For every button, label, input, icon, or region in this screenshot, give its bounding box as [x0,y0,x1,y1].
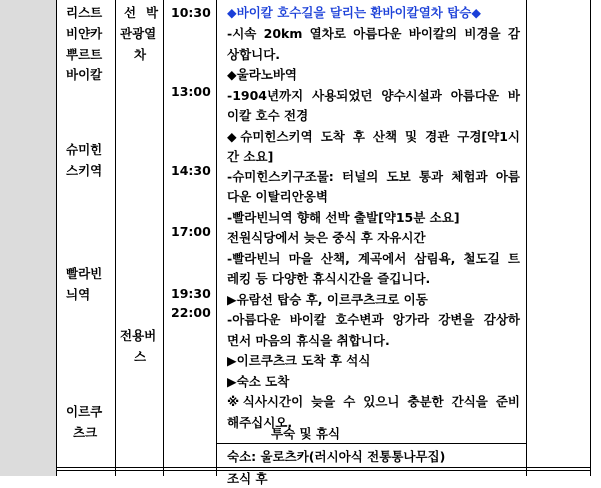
time-label: 13:00 [171,84,211,99]
time-label: 22:00 [171,305,211,320]
detail-line: 투숙 및 휴식 [271,426,341,441]
detail-line: 이칼 호수 전경 [227,108,309,123]
detail-line-highlight: ◆바이칼 호수길을 달리는 환바이칼열차 탑승◆ [227,5,481,20]
detail-line: ▶유람선 탑승 후, 이르쿠츠크로 이동 [227,292,428,307]
time-label: 14:30 [171,163,211,178]
location-label: 이르쿠 [66,404,103,419]
transport-label: 선 [124,5,137,20]
transport-label: 관광열 [120,26,157,41]
grid-line [115,0,116,476]
transport-label: 박 [146,5,159,20]
location-label: 늬역 [66,287,91,302]
grid-line [163,0,164,476]
detail-line: ▶숙소 도착 [227,374,290,389]
detail-line: -슈미힌스키구조물: 터널의 도보 통과 체험과 아름 [227,169,520,184]
detail-line: 간 소요] [227,149,274,164]
location-label: 빨라빈 [66,266,103,281]
detail-line: 해주십시오. [227,415,293,430]
grid-line [526,0,527,476]
next-row-clip [217,471,526,486]
grid-line [590,0,591,476]
location-label: 츠크 [73,425,98,440]
detail-line: ◆슈미힌스키역 도착 후 산책 및 경관 구경[약1시 [227,129,520,144]
location-label: 리스트 [66,5,103,20]
location-label: 슈미힌 [66,142,103,157]
accommodation-label: 숙소: 울로츠카(러시아식 전통통나무집) [227,449,446,464]
location-label: 비얀카 [66,26,103,41]
time-label: 10:30 [171,5,211,20]
location-label: 뿌르트 [66,47,103,62]
detail-line: ◆울라노바역 [227,67,297,82]
detail-line: ※식사시간이 늦을 수 있으니 충분한 간식을 준비 [227,394,520,409]
detail-line: 면서 마음의 휴식을 취합니다. [227,333,390,348]
next-row-text: 조식 후 [227,471,268,486]
transport-label: 전용버 [120,328,157,343]
grid-line [56,467,591,468]
location-label: 스키역 [66,163,103,178]
grid-line [216,0,217,476]
time-label: 17:00 [171,224,211,239]
detail-line: -아름다운 바이칼 호수변과 앙가라 강변을 감상하 [227,312,520,327]
grid-line [216,443,526,444]
detail-line: -시속 20km 열차로 아름다운 바이칼의 비경을 감 [227,26,520,41]
detail-line: -빨라빈늬 마을 산책, 계곡에서 삼림욕, 철도길 트 [227,251,520,266]
detail-line: 레킹 등 다양한 휴식시간을 즐깁니다. [227,271,431,286]
location-label: 바이칼 [66,67,103,82]
detail-line: 상합니다. [227,47,281,62]
transport-label: 스 [134,349,147,364]
transport-label: 차 [134,47,147,62]
detail-line: ▶이르쿠츠크 도착 후 석식 [227,353,371,368]
detail-line: -빨라빈늬역 향해 선박 출발[약15분 소요] [227,210,460,225]
detail-line: -1904년까지 사용되었던 양수시설과 아름다운 바 [227,88,520,103]
detail-line: 전원식당에서 늦은 중식 후 자유시간 [227,230,426,245]
time-label: 19:30 [171,286,211,301]
detail-line: 다운 이탈리안옹벽 [227,189,328,204]
grid-line [56,0,57,476]
gray-left-margin [0,0,57,476]
